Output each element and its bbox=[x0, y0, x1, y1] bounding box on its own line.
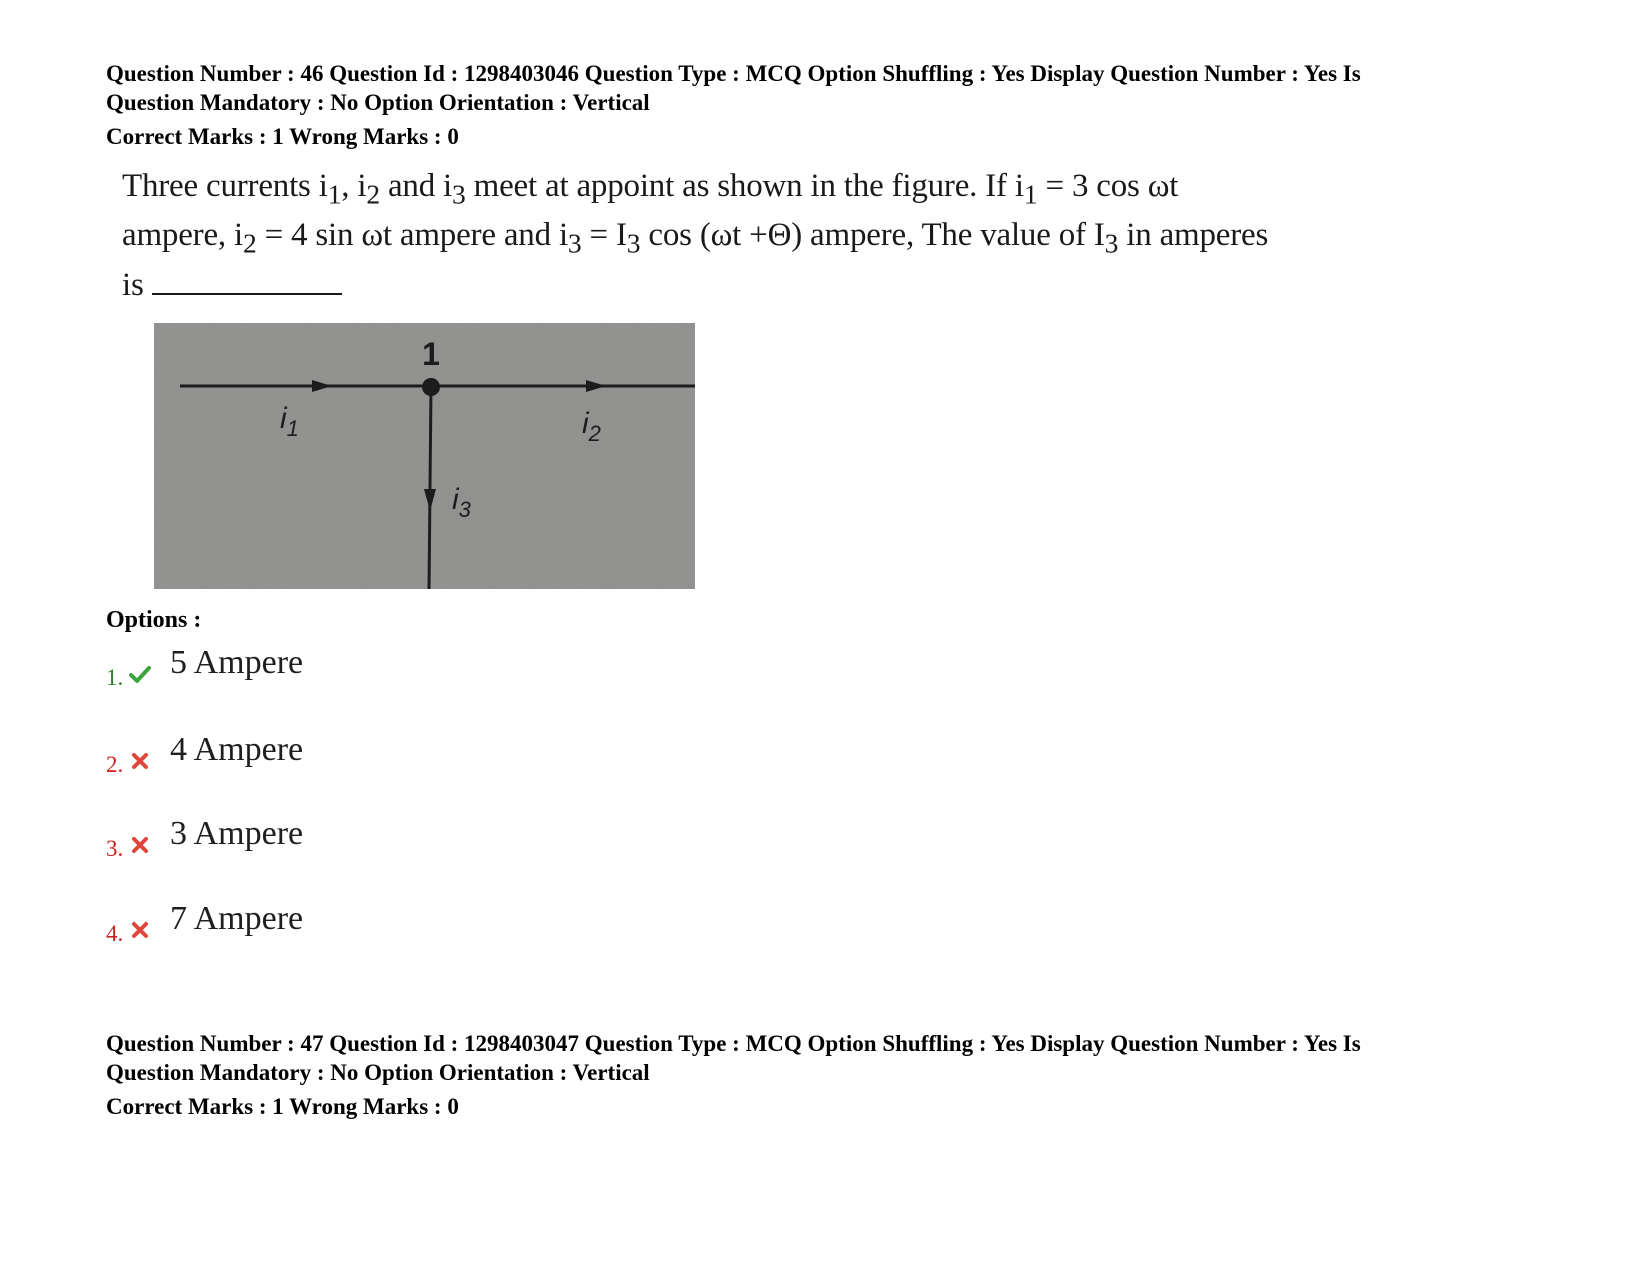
question-46-meta-line1: Question Number : 46 Question Id : 1298403046 Question Type : MCQ Option Shuffling : Yes Display Question Number : Yes Is bbox=[106, 61, 1361, 86]
question-text-part: cos (ωt +Θ) ampere, The value of I bbox=[640, 216, 1105, 253]
option-2 bbox=[106, 728, 706, 778]
label-i: i bbox=[280, 402, 287, 435]
label-i: i bbox=[452, 483, 459, 516]
answer-blank bbox=[152, 263, 342, 295]
option-number: 3. bbox=[106, 836, 124, 861]
question-47-meta-line2: Question Mandatory : No Option Orientation : Vertical bbox=[106, 1060, 650, 1085]
subscript: 3 bbox=[452, 178, 466, 210]
check-icon bbox=[129, 663, 151, 685]
question-47-meta bbox=[106, 1029, 1526, 1087]
subscript: 1 bbox=[327, 178, 342, 210]
option-number: 1. bbox=[106, 665, 124, 690]
option-text: 5 Ampere bbox=[170, 644, 304, 681]
subscript: 3 bbox=[567, 227, 582, 259]
option-text: 4 Ampere bbox=[170, 731, 304, 768]
circuit-diagram bbox=[154, 323, 695, 589]
option-4 bbox=[106, 897, 706, 947]
cross-icon bbox=[129, 750, 151, 772]
option-number: 2. bbox=[106, 752, 124, 777]
question-46-marks: Correct Marks : 1 Wrong Marks : 0 bbox=[106, 124, 459, 149]
node-label: 1 bbox=[422, 336, 440, 372]
question-47-marks: Correct Marks : 1 Wrong Marks : 0 bbox=[106, 1094, 459, 1119]
subscript: 1 bbox=[1023, 178, 1038, 210]
options-label: Options : bbox=[106, 607, 202, 633]
label-sub: 2 bbox=[588, 421, 601, 446]
option-text: 7 Ampere bbox=[170, 900, 304, 937]
question-46-meta bbox=[106, 59, 1526, 117]
question-47-meta-line1: Question Number : 47 Question Id : 1298403047 Question Type : MCQ Option Shuffling : Yes Display Question Number : Yes Is bbox=[106, 1031, 1361, 1056]
question-46-meta-line2: Question Mandatory : No Option Orientation : Vertical bbox=[106, 90, 650, 115]
question-text-part: = 4 sin ωt ampere and i bbox=[256, 216, 568, 253]
question-text-part: meet at appoint as shown in the figure. If i bbox=[465, 168, 1024, 204]
subscript: 2 bbox=[366, 178, 380, 210]
question-text-part: , i bbox=[341, 168, 367, 204]
question-text-part: Three currents i bbox=[122, 168, 328, 204]
vertical-wire bbox=[429, 386, 431, 589]
cross-icon bbox=[129, 919, 151, 941]
subscript: 3 bbox=[1104, 227, 1119, 259]
cross-icon bbox=[129, 834, 151, 856]
label-sub: 1 bbox=[286, 416, 299, 441]
option-3 bbox=[106, 812, 706, 862]
question-text-part: = I bbox=[581, 216, 627, 253]
subscript: 2 bbox=[242, 227, 257, 259]
label-sub: 3 bbox=[458, 497, 471, 522]
junction-node bbox=[422, 378, 440, 396]
question-text-part: and i bbox=[379, 168, 453, 204]
subscript: 3 bbox=[626, 227, 641, 259]
label-i: i bbox=[582, 407, 589, 440]
question-46-text bbox=[122, 166, 1282, 305]
circuit-figure bbox=[154, 323, 695, 589]
question-text-part: in amperes is bbox=[122, 216, 1269, 304]
question-text-part: = 3 cos ωt ampere, i bbox=[122, 168, 1179, 253]
option-number: 4. bbox=[106, 921, 124, 946]
option-text: 3 Ampere bbox=[170, 815, 304, 852]
option-1 bbox=[106, 641, 706, 691]
